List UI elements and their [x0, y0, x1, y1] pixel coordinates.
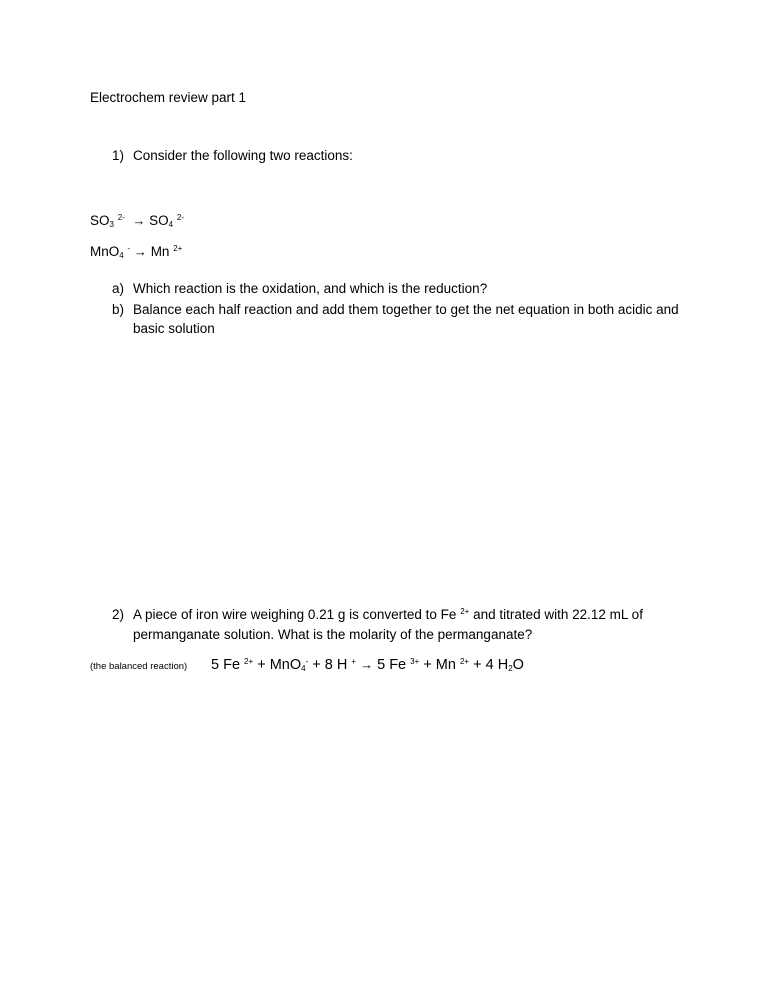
- part-a: [112, 281, 487, 296]
- reaction-1-product-charge: 2-: [176, 213, 184, 222]
- balanced-reaction-label: (the balanced reaction): [90, 661, 188, 672]
- reaction-1-product: SO: [149, 213, 169, 228]
- reaction-arrow-icon: →: [132, 213, 146, 228]
- equation-charge-2: -: [305, 657, 309, 666]
- part-b-label: b): [112, 302, 125, 317]
- equation-term-3: + 8 H: [312, 657, 348, 673]
- document-title: Electrochem review part 1: [90, 90, 247, 105]
- reaction-1-reactant: SO: [90, 213, 110, 228]
- part-b-text-line-1: Balance each half reaction and add them together to get the net equation in both acidic and: [133, 302, 679, 317]
- equation-subscript-2: 4: [301, 664, 306, 673]
- equation-term-1: 5 Fe: [211, 657, 241, 673]
- part-a-text: Which reaction is the oxidation, and which is the reduction?: [133, 281, 488, 296]
- part-a-label: a): [112, 281, 125, 296]
- equation-term-2: + MnO: [257, 657, 302, 673]
- reaction-2-reactant: MnO: [90, 244, 120, 259]
- equation-term-6: + 4 H: [473, 657, 509, 673]
- reaction-arrow-icon: →: [360, 657, 374, 672]
- reaction-arrow-icon: →: [133, 244, 147, 259]
- balanced-equation: [211, 657, 524, 673]
- equation-charge-4: 3+: [410, 657, 420, 666]
- equation-term-4: 5 Fe: [377, 657, 407, 673]
- equation-charge-1: 2+: [244, 657, 254, 666]
- reaction-2-reactant-subscript: 4: [119, 251, 124, 260]
- equation-charge-3: +: [351, 657, 357, 666]
- part-b: [112, 302, 679, 317]
- question-1-number: 1): [112, 148, 125, 163]
- question-2-fe-charge: 2+: [460, 607, 470, 616]
- equation-subscript-6: 2: [508, 664, 513, 673]
- reaction-2-product: Mn: [150, 244, 170, 259]
- equation-term-7: O: [512, 657, 524, 673]
- reaction-2-reactant-charge: -: [127, 244, 131, 253]
- question-2-text-start: A piece of iron wire weighing 0.21 g is converted to Fe: [133, 607, 457, 622]
- question-2-line-2: permanganate solution. What is the molarity of the permanganate?: [133, 627, 533, 642]
- part-b-text-line-2: basic solution: [133, 321, 215, 336]
- reaction-1-reactant-charge: 2-: [117, 213, 125, 222]
- question-1-text: Consider the following two reactions:: [133, 148, 353, 163]
- reaction-2-product-charge: 2+: [173, 244, 183, 253]
- question-2-number: 2): [112, 607, 125, 622]
- equation-term-5: + Mn: [423, 657, 456, 673]
- question-2-line-1: [112, 607, 643, 622]
- equation-charge-5: 2+: [459, 657, 470, 666]
- reaction-1: [90, 213, 184, 228]
- question-1-prompt: [112, 148, 353, 163]
- reaction-1-reactant-subscript: 3: [109, 220, 114, 229]
- reaction-2: [90, 244, 182, 259]
- question-2-text-end: and titrated with 22.12 mL of: [473, 607, 643, 622]
- reaction-1-product-subscript: 4: [168, 220, 174, 229]
